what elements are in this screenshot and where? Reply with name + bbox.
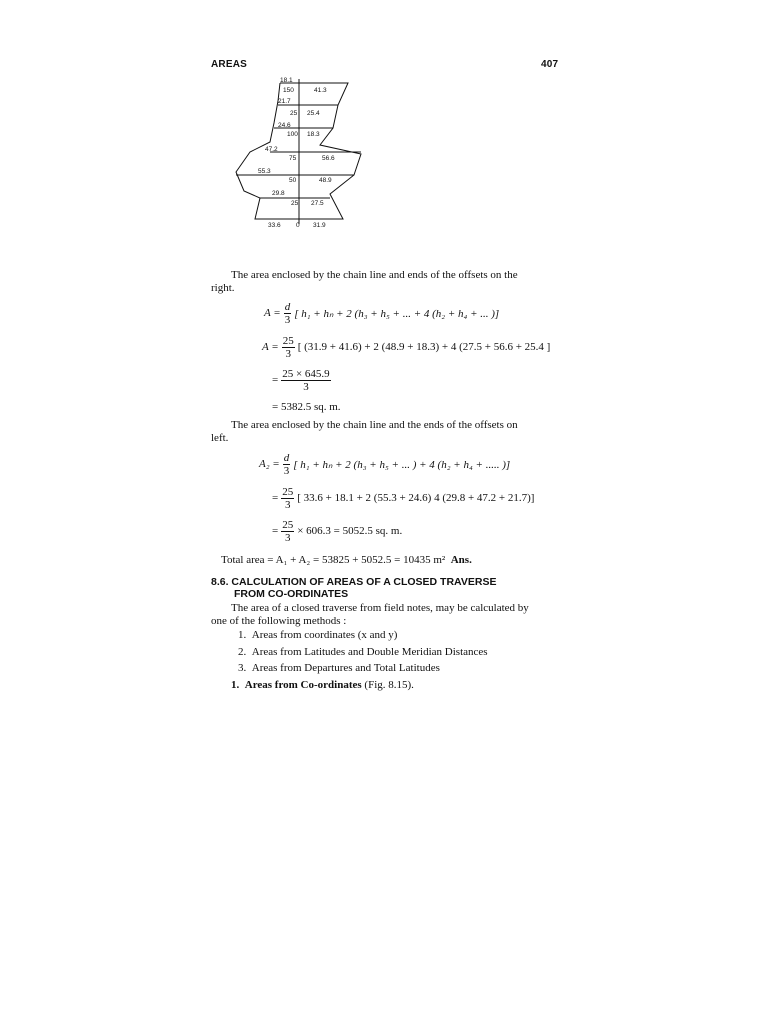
paragraph-left-line2: left.	[211, 432, 229, 444]
paragraph-methods-line2: one of the following methods :	[211, 615, 347, 627]
equation-1: A = $\frac{d}{3}$ [ h₁ + hₙ + 2 (h₃ + h₅ + ... + 4 (h₂ + h₄ + ... )]	[264, 300, 500, 326]
label-25b: 25	[291, 200, 299, 207]
label-566: 56.6	[322, 155, 335, 162]
equation-5: A₂ = $\frac{d}{3}$ [ h₁ + hₙ + 2 (h₃ + h₅ + ... ) + 4 (h₂ + h₄ + ..... )]	[259, 451, 511, 477]
label-0: 0	[296, 222, 300, 229]
label-217: 21.7	[278, 98, 291, 105]
paragraph-right-line2: right.	[211, 282, 235, 294]
right-boundary	[299, 83, 361, 219]
label-183: 18.3	[307, 131, 320, 138]
list-item: 2. Areas from Latitudes and Double Meridian Distances	[238, 646, 488, 658]
equation-3: = $\frac{25 \times 645.9}{3}$	[272, 367, 330, 393]
label-100: 100	[287, 131, 298, 138]
label-25a: 25	[290, 110, 298, 117]
label-298: 29.8	[272, 190, 285, 197]
section-heading-line2: FROM CO-ORDINATES	[234, 588, 349, 600]
page-number: 407	[541, 59, 559, 70]
list-item: 3. Areas from Departures and Total Latitudes	[238, 662, 440, 674]
label-275: 27.5	[311, 200, 324, 207]
label-41: 41.3	[314, 87, 327, 94]
label-319: 31.9	[313, 222, 326, 229]
label-246: 24.6	[278, 122, 291, 129]
offset-figure	[230, 74, 370, 234]
label-50: 50	[289, 177, 297, 184]
paragraph-methods-line1: The area of a closed traverse from field notes, may be calculated by	[231, 602, 529, 614]
total-area-line: Total area = A₁ + A₂ = 53825 + 5052.5 = 10435 m² Ans.	[221, 554, 472, 566]
list-item: 1. Areas from coordinates (x and y)	[238, 629, 398, 641]
equation-6: = $\frac{25}{3}$ [ 33.6 + 18.1 + 2 (55.3 + 24.6) 4 (29.8 + 47.2 + 21.7)]	[272, 485, 535, 511]
section-heading-line1: 8.6. CALCULATION OF AREAS OF A CLOSED TRAVERSE	[211, 576, 497, 588]
label-75: 75	[289, 155, 297, 162]
equation-2: A = $\frac{25}{3}$ [ (31.9 + 41.6) + 2 (48.9 + 18.3) + 4 (27.5 + 56.6 + 25.4 ]	[262, 334, 551, 360]
equation-4: = 5382.5 sq. m.	[272, 401, 341, 413]
label-254: 25.4	[307, 110, 320, 117]
equation-7: = $\frac{25}{3}$ × 606.3 = 5052.5 sq. m.	[272, 518, 403, 544]
paragraph-right-line1: The area enclosed by the chain line and ends of the offsets on the	[231, 269, 518, 281]
label-336: 33.6	[268, 222, 281, 229]
label-150: 150	[283, 87, 294, 94]
label-472: 47.2	[265, 146, 278, 153]
label-553: 55.3	[258, 168, 271, 175]
subheading-coordinates: 1. Areas from Co-ordinates (Fig. 8.15).	[231, 679, 414, 691]
paragraph-left-line1: The area enclosed by the chain line and the ends of the offsets on	[231, 419, 518, 431]
label-top: 18.1	[280, 77, 293, 84]
running-header-title: AREAS	[211, 59, 248, 70]
label-489: 48.9	[319, 177, 332, 184]
